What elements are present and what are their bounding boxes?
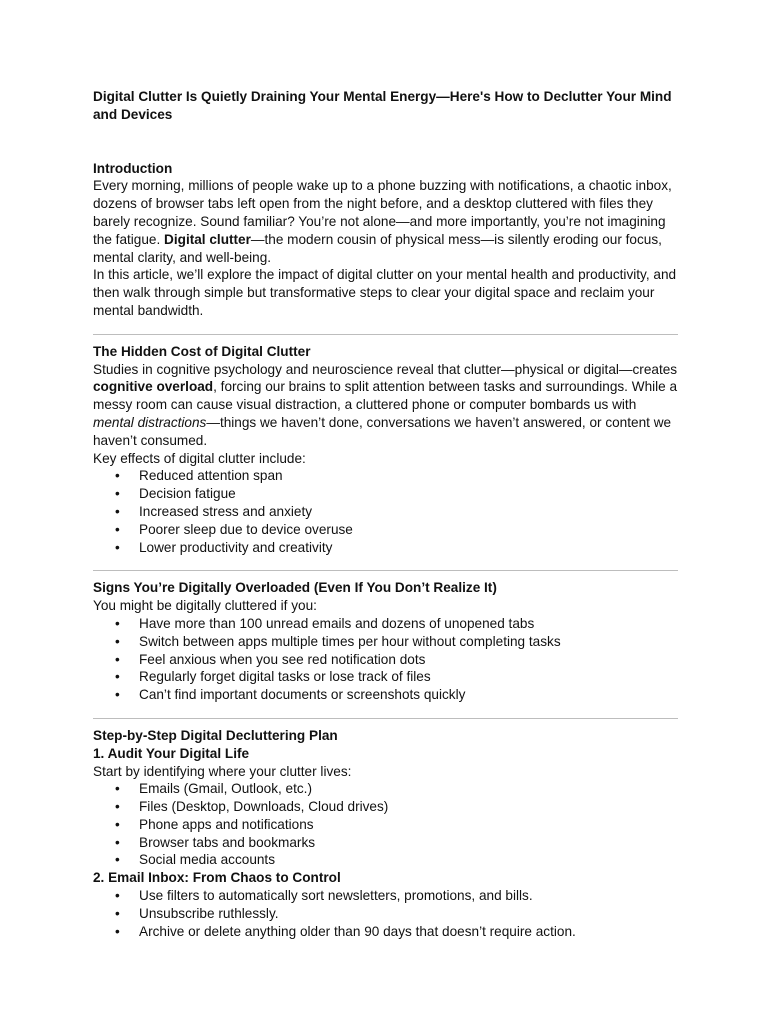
document-title: Digital Clutter Is Quietly Draining Your Mental Energy—Here's How to Declutter Your Mind and Devices [93, 89, 672, 122]
list-item: • Feel anxious when you see red notification dots [93, 651, 678, 669]
list-item: • Use filters to automatically sort newsletters, promotions, and bills. [93, 887, 678, 905]
signs-heading: Signs You’re Digitally Overloaded (Even If You Don’t Realize It) [93, 580, 497, 596]
plan-step1-heading: 1. Audit Your Digital Life [93, 745, 250, 761]
list-item: • Lower productivity and creativity [93, 539, 678, 557]
list-item: • Can’t find important documents or screenshots quickly [93, 686, 678, 704]
hidden-cost-italic: mental distractions [93, 414, 207, 430]
intro-p1-text-b: —the modern cousin of physical mess—is silently eroding our focus, mental clarity, and well-being. [93, 231, 662, 265]
list-item: • Emails (Gmail, Outlook, etc.) [93, 780, 678, 798]
list-item: • Files (Desktop, Downloads, Cloud drives) [93, 798, 678, 816]
list-item: • Switch between apps multiple times per hour without completing tasks [93, 633, 678, 651]
signs-list [93, 615, 678, 704]
hidden-cost-text-a: Studies in cognitive psychology and neuroscience reveal that clutter—physical or digital—creates [93, 361, 678, 377]
intro-heading: Introduction [93, 160, 173, 176]
section-divider [93, 718, 678, 719]
list-item: • Browser tabs and bookmarks [93, 834, 678, 852]
list-item: • Phone apps and notifications [93, 816, 678, 834]
hidden-cost-list-intro: Key effects of digital clutter include: [93, 450, 306, 466]
hidden-cost-heading: The Hidden Cost of Digital Clutter [93, 343, 311, 359]
intro-p1-bold: Digital clutter [164, 231, 251, 247]
list-item: • Decision fatigue [93, 485, 678, 503]
hidden-cost-paragraph [93, 361, 678, 450]
plan-step2-list [93, 887, 678, 940]
document-content [93, 88, 678, 940]
section-divider [93, 570, 678, 571]
list-item: • Increased stress and anxiety [93, 503, 678, 521]
plan-step2-heading: 2. Email Inbox: From Chaos to Control [93, 870, 341, 886]
intro-p1-text-a: Every morning, millions of people wake up to a phone buzzing with notifications, a chaotic inbox, dozens of browser tabs left open from the night before, and a desktop cluttered with files they barely recognize. Sound familiar? You’re not alone—and more importantly, you’re not imagining the fatigue. [93, 178, 672, 247]
hidden-cost-text-b: , forcing our brains to split attention between tasks and surroundings. While a messy room can cause visual distraction, a cluttered phone or computer bombards us with [93, 379, 678, 413]
plan-step1-intro: Start by identifying where your clutter lives: [93, 763, 352, 779]
list-item: • Regularly forget digital tasks or lose track of files [93, 668, 678, 686]
hidden-cost-bold: cognitive overload [93, 379, 214, 395]
intro-paragraph-1 [93, 177, 678, 266]
list-item: • Social media accounts [93, 851, 678, 869]
list-item: • Unsubscribe ruthlessly. [93, 905, 678, 923]
list-item: • Have more than 100 unread emails and dozens of unopened tabs [93, 615, 678, 633]
hidden-cost-text-c: —things we haven’t done, conversations we haven’t answered, or content we haven’t consumed. [93, 414, 672, 448]
intro-paragraph-2: In this article, we’ll explore the impact of digital clutter on your mental health and productivity, and then walk through simple but transformative steps to clear your digital space and reclaim your mental bandwidth. [93, 267, 677, 318]
plan-step1-list [93, 780, 678, 869]
list-item: • Poorer sleep due to device overuse [93, 521, 678, 539]
list-item: • Reduced attention span [93, 467, 678, 485]
plan-heading: Step-by-Step Digital Decluttering Plan [93, 727, 338, 743]
hidden-cost-list [93, 467, 678, 556]
section-divider [93, 334, 678, 335]
list-item: • Archive or delete anything older than 90 days that doesn’t require action. [93, 923, 678, 941]
signs-list-intro: You might be digitally cluttered if you: [93, 598, 317, 614]
